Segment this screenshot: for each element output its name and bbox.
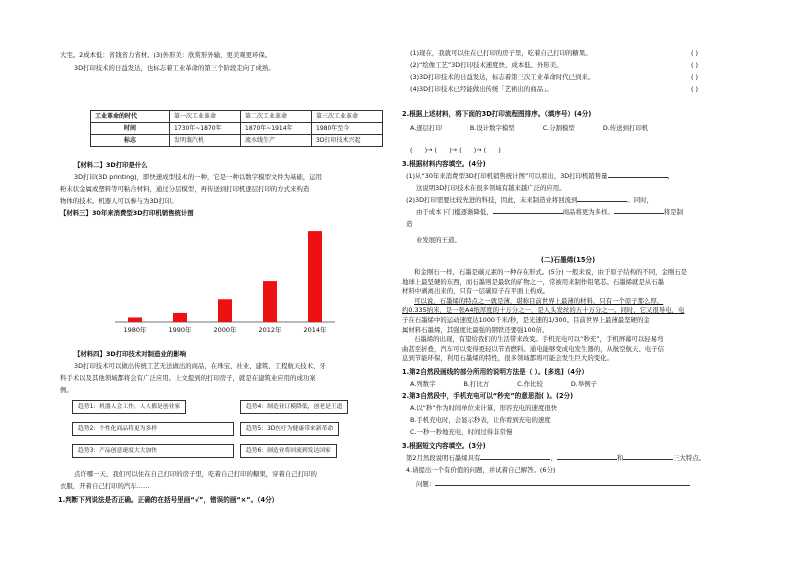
q6-text: 和 [616,454,624,462]
material4-text: 科手术以及其他领域都将会有广泛应用。上文提到的打印房子，就是在建筑业应用的成功案 [60,374,316,382]
question-6-title: 3.根据短文内容填空。(3分) [402,442,486,450]
outro-text: 点许哪一天，我们可以住在自己打印的房子里，吃着自己打印的糖果，穿着自己打印的 [74,470,317,478]
question-2-title: 2.根据上述材料，将下面的3D打印流程图排序。（填序号）(4分) [402,110,592,118]
sales-bar-chart [95,222,345,342]
material3-title: 【材料三】30年来消费型3D打印机销售统计图 [60,209,194,217]
q3-line: 这说明3D打印技术在很多领域有越来越广泛的应用。 [416,184,566,192]
q3-text: 商品将更为多样。 [562,208,614,216]
q5-option[interactable]: C.一秒一秒地充电，时间过得非常慢 [410,428,513,436]
passage-line: 石墨烯的出现，有望给我们的生活带来改变。手机充电可以“秒充”，手机屏幕可以轻易弯 [414,335,664,344]
question-1-title: 1.判断下列说法是否正确。正确的在括号里画“√”，错误的画“×”。（4分） [58,496,279,504]
trend-box: 趋势2：个性化商品将更为多样 [72,422,234,436]
q1-item: (3)3D打印技术的日益发达，标志着第三次工业革命时代已到来。 [410,73,595,81]
q1-item: (1)现在，我就可以住在已打印的房子里，吃着自己打印的糖果。 [410,49,592,57]
q2-option: B.设计数字模型 [469,124,515,132]
q6-line [406,454,705,464]
q1-item: (2)“绘像工艺”3D打印技术速度快、成本低、外形美。 [410,61,563,69]
answer-blank[interactable] [577,201,627,202]
chart-bar [218,299,232,322]
trend-box: 趋势3：产品创意速度大大加快 [72,444,234,458]
q3-text: 。同时， [627,196,653,204]
answer-blank[interactable] [623,459,673,460]
intro-line: 大宅。2成本低：省钱省力省材。(3)外形美：欣赏形外输，更美观更环保。 [60,51,272,59]
table-cell: 1980年至今 [312,123,383,135]
table-cell: 3D打印技术兴起 [312,135,383,147]
q2-option: D.传送到打印机 [602,124,649,132]
passage-line: 曲甚至折叠，汽车可以变得更轻以节省燃料。通电能够变成电发生器的，从航空航天、电子信 [402,344,665,353]
graphene-passage [402,268,734,364]
table-cell: 发明蒸汽机 [170,135,241,147]
table-header: 第三次工业革命 [312,111,383,123]
material2-text: 物体的技术。机器人可以参与为3D打印。 [60,197,178,205]
table-header: 第一次工业革命 [170,111,241,123]
material2-text: 3D打印(3D printing)，即快速成型技术的一种，它是一种以数字模型文件为基础，运用 [74,173,322,181]
x-tick-label: 1980年 [123,326,147,334]
chart-bar [128,317,142,322]
answer-paren[interactable]: ( ) [690,73,698,81]
x-tick-label: 2000年 [213,326,237,334]
table-header: 工业革命的时代 [91,111,170,123]
table-cell: 1730年~1870年 [170,123,241,135]
passage-line: 子在石墨烯中的运动速度达1000千米/秒，是光速的1/300。目前世界上最薄最坚硬的金 [402,315,650,324]
material4-title: 【材料四】3D打印技术对制造业的影响 [74,350,187,358]
q5-option[interactable]: A.以“秒”作为时间单位来计算，形容充电的速度很快 [410,404,558,412]
answer-blank[interactable] [493,213,563,214]
answer-paren[interactable]: ( ) [690,85,698,93]
answer-blank[interactable] [480,459,550,460]
passage-line-underlined: 可以说，石墨烯的特点之一就是薄，堪称目前世界上最薄的材料，只有一个原子那么厚， [414,296,664,305]
table-row [91,135,383,147]
trend-box: 趋势4：制造业订模降低，创老是王道 [240,400,348,414]
chart-bar [308,231,322,322]
answer-paren[interactable]: ( ) [690,49,698,57]
q4-option[interactable]: D.举例子 [570,380,597,388]
passage-line: 息到节能环保，利用石墨烯的特性，很多领域都将可能会发生巨大的变化。 [402,354,613,363]
q3-line: 造 [406,220,413,228]
question-3-title: 3.根据材料内容填空。(4分) [402,160,486,168]
q3-line [406,196,653,206]
outro-text: 衣服，开着自己打印的汽车…… [60,482,150,490]
section-2-title: (二)石墨烯(15分) [540,256,596,264]
x-tick-label: 2014年 [303,326,327,334]
passage-line-underlined: 约0.335纳米，是一张A4纸厚度的十万分之一，是人头发丝的五十万分之一。同时，它又很导电，电 [402,306,685,315]
material2-text: 粉末状金属或塑料等可粘合材料，通过分层模型，再传送到打印机逐层打印的方式来构造 [60,185,310,193]
q7-question-line [416,480,690,490]
trend-box: 趋势1：机器人会工作，人人都是创业家 [72,400,186,414]
q2-flowchart[interactable]: ( )→ ( )→ ( )→ ( ) [410,146,501,154]
table-cell: 1870年~1914年 [241,123,312,135]
q3-text: 由于成本下门槛逐渐降低， [416,208,493,216]
q7-label: 问题： [416,480,436,488]
industrial-revolution-table [90,110,383,147]
q6-text: 三大特点。 [673,454,706,462]
chart-bar [263,281,277,322]
trend-box: 趋势5：3D医疗为健康带来新革命 [240,422,339,436]
answer-blank[interactable] [614,213,664,214]
q3-text: ， [667,172,674,180]
q2-option: C.分割模型 [542,124,575,132]
table-row [91,111,383,123]
q2-options [410,124,674,134]
q4-options [410,380,623,390]
table-cell: 标志 [91,135,170,147]
q6-text: 、 [550,454,557,462]
q2-option: A.逐层打印 [410,124,442,132]
q3-text: 将是制 [663,208,683,216]
q3-text: (2)3D打印需要比较先进的科技，因此，未来制造业将回流到 [406,196,578,204]
question-4-title: 1.第2自然段画线的部分所用的说明方法是（ ）。[多选]（4分） [402,368,589,376]
answer-paren[interactable]: ( ) [690,61,698,69]
table-row [91,123,383,135]
q3-line [406,172,674,182]
table-cell: 流水线生产 [241,135,312,147]
x-tick-label: 2012年 [258,326,282,334]
q4-option[interactable]: B.打比方 [463,380,490,388]
table-cell: 时间 [91,123,170,135]
q4-option[interactable]: A.列数字 [410,380,436,388]
answer-blank[interactable] [608,177,668,178]
q5-option[interactable]: B.手机充电时，会显示秒表，让你看到充电的速度 [410,416,551,424]
answer-blank[interactable] [435,485,690,486]
intro-line: 3D打印技术的日益发达，也标志着工业革命的第三个阶段走向了成熟。 [74,64,275,72]
chart-bar [173,313,187,322]
passage-line: 和金刚石一样，石墨是碳元素的一种存在形式。(5分) 一般来说，由于原子结构的不同，金刚石是 [414,268,688,276]
question-5-title: 2.第3自然段中，手机充电可以“秒充”的意思指( )。(2分) [402,392,574,400]
passage-line: 材料中剥离出来的，只有一层碳原子在平面上构成。 [402,287,549,296]
q1-item: (4)3D打印技术已经能做出传统「艺術出的商品」。 [410,85,553,93]
passage-line: 地球上最坚硬的东西，而石墨则是最软的矿物之一，常被用来制作铅笔芯。石墨烯就是从石墨 [402,277,665,286]
trend-box: 趋势6：制造业将回流到发达国家 [240,444,337,458]
q4-option[interactable]: C.作比较 [517,380,543,388]
q6-text: 第2月然段说明石墨烯具有 [406,454,481,462]
passage-line: 属材料石墨烯，其强度比最强的钢铁还要强100倍。 [402,325,549,334]
q3-line [416,208,683,218]
material4-text: 3D打印技术可以做出传统工艺无法做出的商品，在珠宝、社业、建筑、工程航天技术、牙 [74,362,326,370]
table-header: 第二次工业革命 [241,111,312,123]
answer-blank[interactable] [557,459,617,460]
q3-text: (1)从“30年来消费型3D打印机销售统计图”可以看出，3D打印机销售量 [406,172,608,180]
x-tick-label: 1990年 [168,326,192,334]
q3-line: 业发展的王道。 [416,236,461,244]
material4-text: 例。 [60,386,73,394]
question-7-title: 4.请提出一个有价值的问题，并试着自己解答。(6分) [406,466,556,474]
material2-title: 【材料二】3D打印是什么 [74,161,148,169]
